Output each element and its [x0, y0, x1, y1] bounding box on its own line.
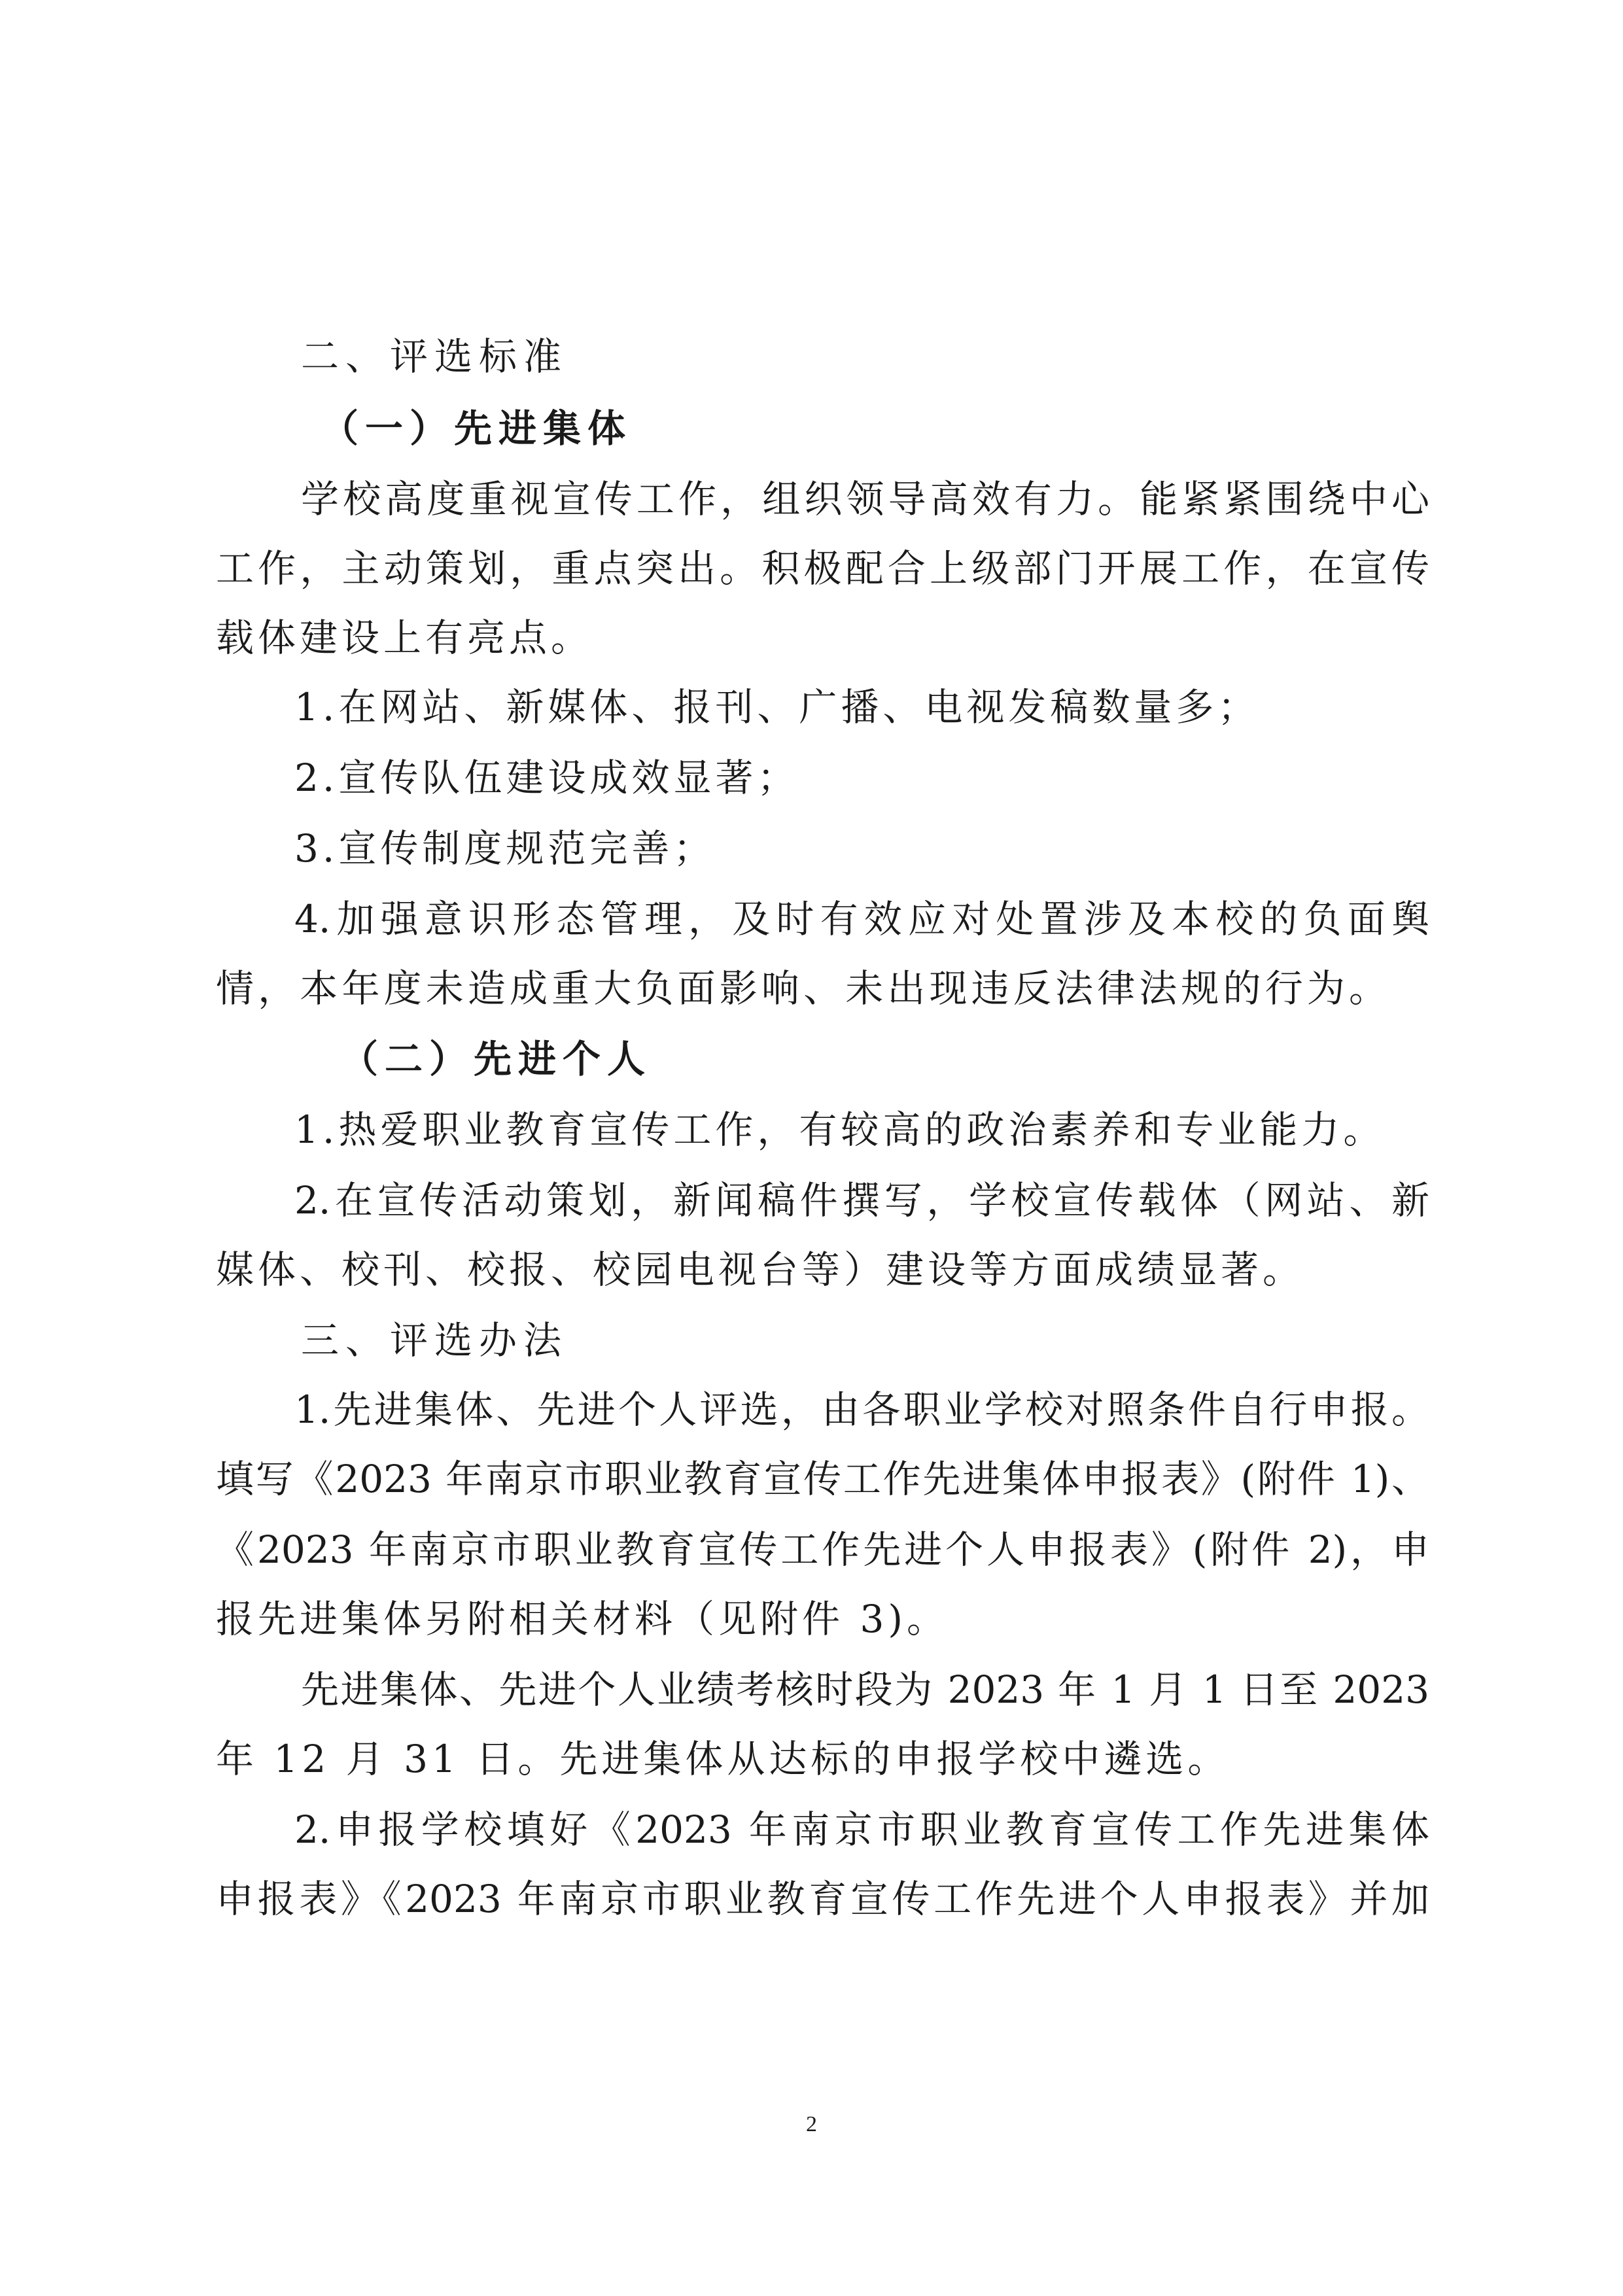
section-heading-criteria: 二、评选标准 — [301, 334, 568, 379]
list-item: 1.先进集体、先进个人评选，由各职业学校对照条件自行申报。 — [294, 1387, 1429, 1432]
subheading-advanced-collective: （一）先进集体 — [321, 406, 633, 451]
subheading-advanced-individual: （二）先进个人 — [340, 1037, 652, 1081]
paragraph-line: 情，本年度未造成重大负面影响、未出现违反法律法规的行为。 — [216, 966, 1387, 1011]
page-number: 2 — [806, 2112, 817, 2136]
paragraph-line: 载体建设上有亮点。 — [216, 616, 593, 660]
list-item: 3.宣传制度规范完善； — [294, 826, 716, 871]
list-item: 2.在宣传活动策划，新闻稿件撰写，学校宣传载体（网站、新 — [294, 1178, 1429, 1223]
list-item: 2.宣传队伍建设成效显著； — [294, 756, 799, 800]
list-item: 1.热爱职业教育宣传工作，有较高的政治素养和专业能力。 — [294, 1107, 1386, 1152]
paragraph-line: 报先进集体另附相关材料（见附件 3)。 — [216, 1597, 949, 1641]
paragraph-line: 申报表》《2023 年南京市职业教育宣传工作先进个人申报表》并加 — [216, 1877, 1429, 1921]
paragraph-line: 媒体、校刊、校报、校园电视台等）建设等方面成绩显著。 — [216, 1247, 1305, 1292]
paragraph-line: 《2023 年南京市职业教育宣传工作先进个人申报表》(附件 2)，申 — [216, 1527, 1429, 1572]
paragraph-line: 年 12 月 31 日。先进集体从达标的申报学校中遴选。 — [216, 1737, 1230, 1781]
paragraph-line: 填写《2023 年南京市职业教育宣传工作先进集体申报表》(附件 1)、 — [216, 1457, 1429, 1501]
list-item: 2.申报学校填好《2023 年南京市职业教育宣传工作先进集体 — [294, 1807, 1429, 1852]
paragraph-line: 先进集体、先进个人业绩考核时段为 2023 年 1 月 1 日至 2023 — [301, 1667, 1429, 1712]
list-item: 1.在网站、新媒体、报刊、广播、电视发稿数量多； — [294, 685, 1260, 729]
paragraph-line: 学校高度重视宣传工作，组织领导高效有力。能紧紧围绕中心 — [301, 477, 1429, 521]
paragraph-line: 工作，主动策划，重点突出。积极配合上级部门开展工作，在宣传 — [216, 546, 1429, 591]
section-heading-method: 三、评选办法 — [301, 1318, 568, 1363]
list-item: 4.加强意识形态管理，及时有效应对处置涉及本校的负面舆 — [294, 897, 1429, 941]
